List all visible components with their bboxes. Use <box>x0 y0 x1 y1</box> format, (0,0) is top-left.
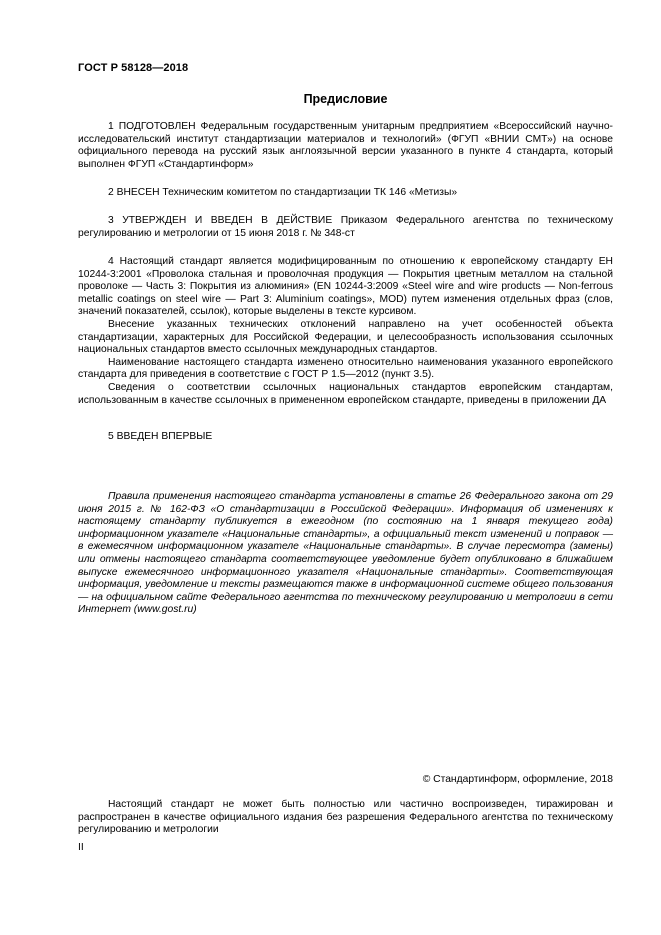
preface-item-3: 3 УТВЕРЖДЕН И ВВЕДЕН В ДЕЙСТВИЕ Приказом Федерального агентства по техническому регулированию и метрологии от 15 июня 2018 г. № 348-ст <box>78 215 613 239</box>
preface-item-4 <box>78 256 613 407</box>
reproduction-notice: Настоящий стандарт не может быть полностью или частично воспроизведен, тиражирован и распространен в качестве официального издания без разрешения Федерального агентства по техническому регулированию и метрологии <box>78 799 613 836</box>
copyright-line: © Стандартинформ, оформление, 2018 <box>422 774 613 785</box>
item-4-paragraph-2: Внесение указанных технических отклонений направлено на учет особенностей объекта стандартизации, характерных для Российской Федерации, и целесообразность использования ссылочных национальных стандартов вместо ссылочных международных стандартов. <box>78 318 613 356</box>
preface-title: Предисловие <box>303 92 388 106</box>
preface-item-1: 1 ПОДГОТОВЛЕН Федеральным государственным унитарным предприятием «Всероссийский научно-исследовательский институт стандартизации материалов и технологий» (ФГУП «ВНИИ СМТ») на основе официального перевода на русский язык англоязычной версии указанного в пункте 4 стандарта, который выполнен ФГУП «Стандартинформ» <box>78 121 613 170</box>
preface-item-5: 5 ВВЕДЕН ВПЕРВЫЕ <box>108 431 213 442</box>
page-number: II <box>78 842 84 853</box>
item-4-paragraph-3: Наименование настоящего стандарта изменено относительно наименования указанного европейского стандарта для приведения в соответствие с ГОСТ Р 1.5—2012 (пункт 3.5). <box>78 356 613 381</box>
item-4-paragraph-4: Сведения о соответствии ссылочных национальных стандартов европейским стандартам, использованным в качестве ссылочных в примененном европейском стандарте, приведены в приложении ДА <box>78 381 613 406</box>
preface-item-2: 2 ВНЕСЕН Техническим комитетом по стандартизации ТК 146 «Метизы» <box>108 187 458 198</box>
item-4-paragraph-1: 4 Настоящий стандарт является модифицированным по отношению к европейскому стандарту ЕН 10244-3:2001 «Проволока стальная и проволочная продукция — Покрытия цветным металлом на стальной проволоке — Часть 3: Покрытия из алюминия» (EN 10244-3:2009 «Steel wire and wire products — Non-ferrous metallic coatings on steel wire — Part 3: Aluminium coatings», MOD) путем изменения отдельных фраз (слов, значений показателей, ссылок), которые выделены в тексте курсивом. <box>78 256 613 318</box>
rules-notice: Правила применения настоящего стандарта установлены в статье 26 Федерального закона от 29 июня 2015 г. № 162-ФЗ «О стандартизации в Российской Федерации». Информация об изменениях к настоящему стандарту публикуется в ежегодном (по состоянию на 1 января текущего года) информационном указателе «Национальные стандарты», а официальный текст изменений и поправок — в ежемесячном информационном указателе «Национальные стандарты». В случае пересмотра (замены) или отмены настоящего стандарта соответствующее уведомление будет опубликовано в ближайшем выпуске ежемесячного информационного указателя «Национальные стандарты». Соответствующая информация, уведомление и тексты размещаются также в информационной системе общего пользования — на официальном сайте Федерального агентства по техническому регулированию и метрологии в сети Интернет (www.gost.ru) <box>78 491 613 616</box>
standard-id-header: ГОСТ Р 58128—2018 <box>78 62 189 74</box>
